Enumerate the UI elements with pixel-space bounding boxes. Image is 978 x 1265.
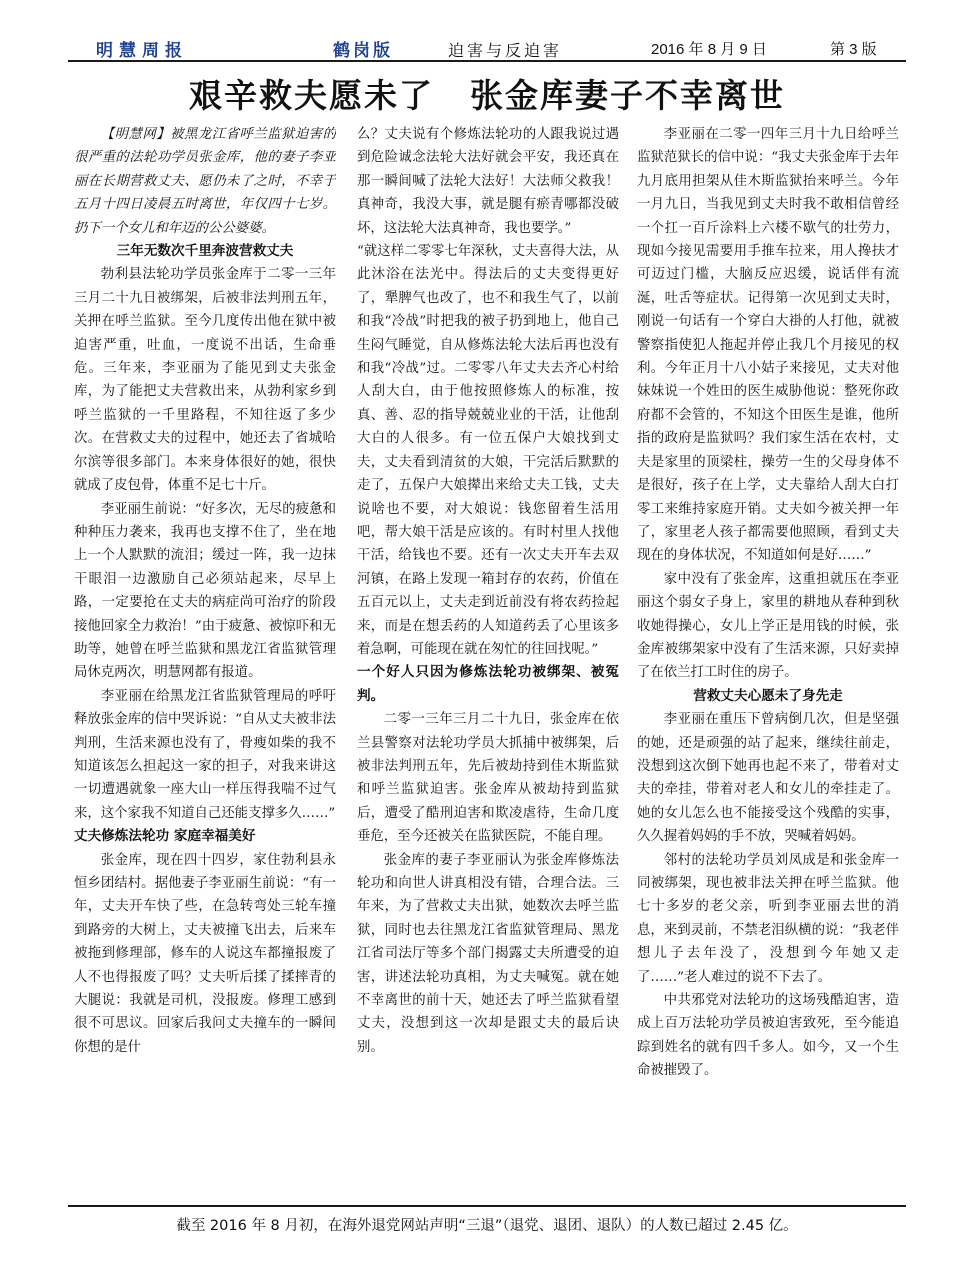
article-title — [68, 70, 906, 117]
section-heading: 三年无数次千里奔波营救丈夫 — [116, 243, 294, 260]
paragraph: 张金库的妻子李亚丽认为张金库修炼法轮功和向世人讲真相没有错，合理合法。三年来，为了营救丈夫出狱，她数次去呼兰监狱，同时也去往黑龙江省监狱管理局、黑龙江省司法厅等多个部门揭露丈夫所遭受的迫害，讲述法轮功真相，为丈夫喊冤。就在她不幸离世的前十天，她还去了呼兰监狱看望丈夫，没想到这一次却是跟丈夫的最后诀别。 — [357, 852, 619, 1055]
paragraph: 李亚丽在给黑龙江省监狱管理局的呼吁释放张金库的信中哭诉说：“自从丈夫被非法判刑，生活来源也没有了，骨瘦如柴的我不知道该怎么担起这一家的担子，对我来讲这一切遭遇就象一座大山一样压得我喘不过气来，这个家我不知道自己还能支撑多久……” — [74, 688, 336, 821]
paragraph: 张金库，现在四十四岁，家住勃利县永恒乡团结村。据他妻子李亚丽生前说：“有一年，丈夫开车快了些，在急转弯处三轮车撞到路旁的大树上，丈夫被撞飞出去，后来车被拖到修理部，修车的人说这车都撞报废了人不也得报废了吗？丈夫听后揉了揉摔青的大腿说：我就是司机，没报废。修理工感到很不可思议。回家后我问丈夫撞车的一瞬间你想的是什 — [74, 852, 336, 1055]
article-lead: 【明慧网】被黑龙江省呼兰监狱迫害的很严重的法轮功学员张金库，他的妻子李亚丽在长期营救丈夫、愿仍未了之时，不幸于五月十四日凌晨五时离世，年仅四十七岁。扔下一个女儿和年迈的公公婆婆。 — [74, 127, 336, 236]
column-3 — [637, 123, 899, 1205]
footer-note: 截至 2016 年 8 月初，在海外退党网站声明“三退”（退党、退团、退队）的人数已超过 2.45 亿。 — [176, 1218, 798, 1234]
paragraph: 中共邪党对法轮功的这场残酷迫害，造成上百万法轮功学员被迫害致死，至今能追踪到姓名的就有四千多人。如今，又一个生命被摧毁了。 — [637, 993, 899, 1079]
paragraph: 二零一三年三月二十九日，张金库在依兰县警察对法轮功学员大抓捕中被绑架，后被非法判刑五年，先后被劫持到佳木斯监狱和呼兰监狱迫害。张金库从被劫持到监狱后，遭受了酷刑迫害和欺凌虐待，生命几度垂危，至今还被关在监狱医院，不能自理。 — [357, 712, 619, 845]
section-heading: 营救丈夫心愿未了身先走 — [693, 687, 843, 704]
paragraph: 勃利县法轮功学员张金库于二零一三年三月二十九日被绑架，后被非法判刑五年，关押在呼兰监狱。至今几度传出他在狱中被迫害严重，吐血，一度说不出话，生命垂危。三年来，李亚丽为了能见到丈夫张金库，为了能把丈夫营救出来，从勃利家乡到呼兰监狱的一千里路程，不知往返了多少次。在营救丈夫的过程中，她还去了省城哈尔滨等很多部门。本来身体很好的她，很快就成了皮包骨，体重不足七十斤。 — [74, 267, 336, 494]
article-title-part1: 艰辛救夫愿未了 — [189, 76, 434, 115]
paragraph: 么？丈夫说有个修炼法轮功的人跟我说过遇到危险诚念法轮大法好就会平安，我还真在那一瞬间喊了法轮大法好！大法师父救我！真神奇，我没大事，就是腿有瘀青哪都没破坏，这法轮大法真神奇，我也要学。” — [357, 127, 619, 236]
edition-name: 鹤岗版 — [333, 41, 393, 61]
masthead — [68, 36, 906, 62]
page-number: 第 3 版 — [830, 41, 877, 58]
article-title-part2: 张金库妻子不幸离世 — [470, 76, 785, 115]
issue-date: 2016 年 8 月 9 日 — [651, 41, 767, 58]
paragraph: “就这样二零零七年深秋，丈夫喜得大法，从此沐浴在法光中。得法后的丈夫变得更好了，犟脾气也改了，也不和我生气了，以前和我“冷战”时把我的被子扔到地上，他自己生闷气睡觉，自从修炼法轮大法后再也没有和我“冷战”过。二零零八年丈夫去齐心村给人刮大白，由于他按照修炼人的标准，按真、善、忍的指导兢兢业业的干活，让他刮大白的人很多。有一位五保户大娘找到丈夫，丈夫看到清贫的大娘，干完活后默默的走了，五保户大娘撵出来给丈夫工钱，丈夫说啥也不要，对大娘说：钱您留着生活用吧，帮大娘干活是应该的。有时村里人找他干活，给钱也不要。还有一次丈夫开车去双河镇，在路上发现一箱封存的农药，价值在五百元以上，丈夫走到近前没有将农药捡起来，而是在想丢药的人知道药丢了心里该多着急啊，可能现在就在匆忙的往回找呢。” — [357, 244, 619, 657]
paragraph: 李亚丽在二零一四年三月十九日给呼兰监狱范狱长的信中说：“我丈夫张金库于去年九月底用担架从佳木斯监狱抬来呼兰。今年一月九日，当我见到丈夫时我不敢相信曾经一个扛一百斤涂料上六楼不歇气的壮劳力，现如今接见需要用手推车拉来，用人搀扶才可迈过门槛，大脑反应迟缓，说话伴有流涎，吐舌等症状。记得第一次见到丈夫时，刚说一句话有一个穿白大褂的人打他，就被警察指使犯人拖起并停止我几个月接见的权利。今年正月十八小姑子来接见，丈夫对他妹妹说一个姓田的医生威胁他说：整死你政府都不会管的，不知这个田医生是谁，他所指的政府是监狱吗？我们家生活在农村，丈夫是家里的顶梁柱，操劳一生的父母身体不是很好，孩子在上学，丈夫靠给人刮大白打零工来维持家庭开销。丈夫如今被关押一年了，家里老人孩子都需要他照顾，看到丈夫现在的身体状况，不知道如何是好……” — [637, 127, 899, 564]
article-body — [74, 123, 902, 1205]
paragraph: 邻村的法轮功学员刘凤成是和张金库一同被绑架，现也被非法关押在呼兰监狱。他七十多岁的老父亲，听到李亚丽去世的消息，来到灵前，不禁老泪纵横的说：“我老伴想儿子去年没了，没想到今年她又走了……”老人难过的说不下去了。 — [637, 852, 899, 985]
footer-divider — [68, 1205, 906, 1207]
paragraph: 家中没有了张金库，这重担就压在李亚丽这个弱女子身上，家里的耕地从春种到秋收她得操心，女儿上学正是用钱的时候，张金库被绑架家中没有了生活来源，只好卖掉了在依兰打工时住的房子。 — [637, 571, 899, 681]
section-name: 迫害与反迫害 — [448, 41, 563, 60]
column-1 — [74, 123, 336, 1205]
newspaper-name: 明慧周报 — [96, 41, 188, 61]
section-heading: 一个好人只因为修炼法轮功被绑架、被冤判。 — [357, 664, 619, 704]
column-2 — [357, 123, 619, 1205]
paragraph: 李亚丽在重压下曾病倒几次，但是坚强的她，还是顽强的站了起来，继续往前走，没想到这次倒下她再也起不来了，带着对丈夫的牵挂，带着对老人和女儿的牵挂走了。她的女儿怎么也不能接受这个残酷的实事，久久握着妈妈的手不放，哭喊着妈妈。 — [637, 712, 899, 845]
section-heading: 丈夫修炼法轮功 家庭幸福美好 — [74, 828, 256, 845]
paragraph: 李亚丽生前说：“好多次，无尽的疲惫和种种压力袭来，我再也支撑不住了，坐在地上一个人默默的流泪；缓过一阵，我一边抹干眼泪一边激励自己必须站起来，尽早上路，一定要抢在丈夫的病症尚可治疗的阶段接他回家全力救治！”由于疲惫、被惊吓和无助等，她曾在呼兰监狱和黑龙江省监狱管理局休克两次，明慧网都有报道。 — [74, 501, 336, 681]
